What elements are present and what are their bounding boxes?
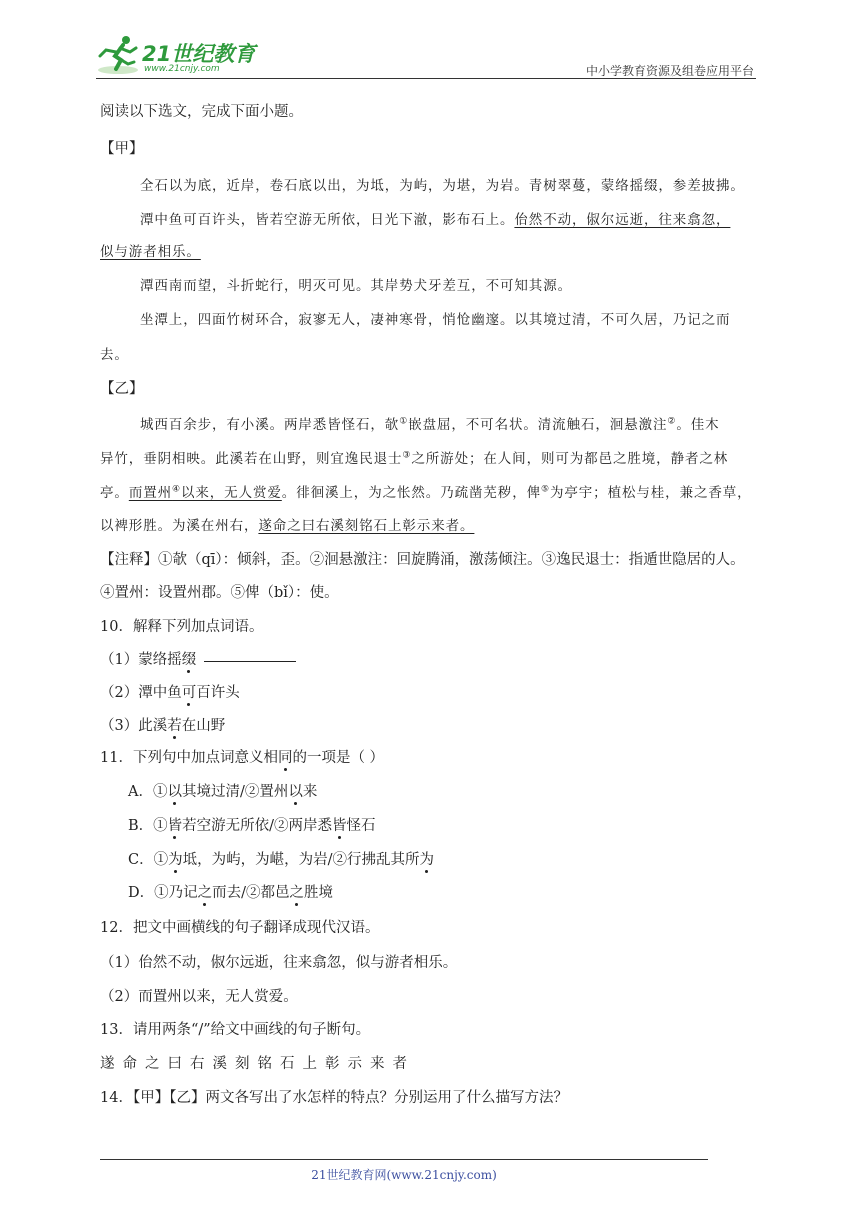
dotted-word: 缀: [181, 652, 197, 668]
dotted-word: 为: [168, 852, 183, 868]
dotted-word: 之: [197, 885, 213, 901]
header-divider: [96, 78, 756, 79]
option-text: 怪石: [346, 818, 376, 834]
option-text: 其境过清/②置州: [181, 784, 289, 800]
option-text: 来: [302, 784, 318, 800]
question-11-option-b[interactable]: [128, 814, 376, 835]
item-text: （1）蒙络摇: [100, 652, 182, 668]
note-marker: ①: [399, 416, 409, 427]
passage-jia-paragraph-2-cont: 似与游者相乐。: [100, 244, 201, 260]
site-logo: [96, 34, 256, 76]
passage-text: 以来，无人赏爱: [180, 485, 282, 501]
option-text: 若空游无所依/②两岸悉: [182, 818, 333, 834]
page-header: [96, 32, 756, 80]
underlined-sentence: 遂命之曰右溪刻铭石上彰示来者。: [258, 518, 475, 534]
logo-text: 21世纪教育: [142, 42, 256, 66]
option-text: B．①: [128, 818, 168, 834]
passage-text: 嵌盘屈，不可名状。清流触石，洄悬激注: [408, 417, 668, 433]
question-11-option-c[interactable]: [128, 848, 434, 869]
option-text: 胜境: [304, 885, 334, 901]
option-text: D．①乃记: [128, 885, 198, 901]
item-text: （2）潭中鱼: [100, 685, 182, 701]
question-10-item-3: [100, 714, 225, 735]
notes-line-2: ④置州：设置州郡。⑤俾（bǐ）：使。: [100, 585, 339, 601]
question-13-stem: 13．请用两条“/”给文中画线的句子断句。: [100, 1022, 371, 1038]
passage-text: 之所游处；在人间，则可为都邑之胜境，静者之林: [411, 451, 729, 467]
option-text: 坻，为屿，为嵁，为岩/②行拂乱其所: [182, 852, 420, 868]
instructions: 阅读以下选文，完成下面小题。: [100, 104, 303, 120]
underlined-sentence: 佁然不动，俶尔远逝，往来翕忽，: [514, 212, 731, 228]
passage-text: 城西百余步，有小溪。两岸悉皆怪石，欹: [140, 417, 400, 433]
question-13-sentence: 遂命之曰右溪刻铭石上彰示来者: [100, 1056, 415, 1072]
notes-line-1: 【注释】①欹（qī）：倾斜，歪。②洄悬激注：回旋腾涌，激荡倾注。③逸民退士：指遁世隐居的人。: [100, 552, 745, 568]
passage-text: 亭。: [100, 485, 129, 501]
passage-yi-line-3: [100, 481, 752, 501]
item-text: 11．下列句中加点词意义相: [100, 750, 278, 766]
note-marker: ④: [172, 484, 181, 495]
passage-text: 为亭宇；植松与桂，兼之香草，: [549, 485, 752, 501]
dotted-word: 之: [289, 885, 305, 901]
note-marker: ⑤: [541, 484, 550, 495]
question-12-stem: 12．把文中画横线的句子翻译成现代汉语。: [100, 920, 380, 936]
passage-jia-paragraph-4: 坐潭上，四面竹树环合，寂寥无人，凄神寒骨，悄怆幽邃。以其境过清，不可久居，乃记之而: [140, 312, 731, 328]
passage-jia-paragraph-3: 潭西南而望，斗折蛇行，明灭可见。其岸势犬牙差互，不可知其源。: [140, 278, 572, 294]
underlined-sentence: [129, 485, 282, 501]
passage-text: 。徘徊溪上，为之怅然。乃疏凿芜秽，俾: [281, 485, 541, 501]
item-text: 的一项是（ ）: [292, 750, 385, 766]
dotted-word: 若: [167, 718, 182, 734]
passage-yi-label: 【乙】: [100, 381, 144, 397]
passage-text: 潭中鱼可百许头，皆若空游无所依，日光下澈，影布石上。: [140, 212, 515, 228]
item-text: 在山野: [181, 718, 226, 734]
question-11-option-a[interactable]: [128, 780, 317, 801]
passage-yi-line-1: [140, 413, 720, 433]
question-11-option-d[interactable]: [128, 881, 333, 902]
question-11-stem: [100, 746, 384, 767]
dotted-word: 以: [167, 784, 182, 800]
option-text: C．①: [128, 852, 169, 868]
passage-jia-paragraph-4-cont: 去。: [100, 347, 129, 363]
passage-jia-paragraph-1: 全石以为底，近岸，卷石底以出，为坻，为屿，为堪，为岩。青树翠蔓，蒙络摇缀，参差披拂。: [140, 178, 745, 194]
footer-source[interactable]: 21世纪教育网(www.21cnjy.com): [311, 1168, 497, 1182]
passage-text: 。佳木: [676, 417, 720, 433]
passage-yi-line-2: [100, 447, 728, 467]
question-12-item-1: （1）佁然不动，俶尔远逝，往来翕忽，似与游者相乐。: [100, 955, 458, 971]
question-10-stem: 10．解释下列加点词语。: [100, 619, 264, 635]
question-10-item-2: [100, 681, 240, 702]
platform-title: 中小学教育资源及组卷应用平台: [585, 64, 754, 78]
runner-logo-icon: [96, 34, 144, 76]
passage-text: 以裨形胜。为溪在州右，: [100, 518, 259, 534]
option-text: 而去/②都邑: [212, 885, 290, 901]
dotted-word: 以: [288, 784, 303, 800]
footer-divider: [100, 1159, 708, 1160]
dotted-word: 可: [181, 685, 197, 701]
question-10-item-1: [100, 648, 296, 669]
passage-text: 而置州: [128, 485, 173, 501]
question-12-item-2: （2）而置州以来，无人赏爱。: [100, 989, 298, 1005]
passage-jia-label: 【甲】: [100, 141, 144, 157]
option-text: A．①: [128, 784, 168, 800]
note-marker: ②: [667, 416, 677, 427]
question-14-stem: 14．【甲】【乙】两文各写出了水怎样的特点？分别运用了什么描写方法？: [100, 1090, 568, 1106]
dotted-word: 皆: [167, 818, 183, 834]
passage-text: 异竹，垂阴相映。此溪若在山野，则宜逸民退士: [100, 451, 403, 467]
item-text: 百许头: [196, 685, 240, 701]
passage-jia-paragraph-2: [140, 208, 730, 228]
dotted-word: 为: [419, 852, 434, 868]
note-marker: ③: [402, 450, 412, 461]
dotted-word: 同: [277, 750, 293, 766]
logo-url: www.21cnjy.com: [144, 64, 220, 74]
dotted-word: 皆: [332, 818, 347, 834]
item-text: （3）此溪: [100, 718, 168, 734]
answer-blank[interactable]: [204, 660, 296, 662]
passage-yi-line-4: [100, 514, 474, 534]
